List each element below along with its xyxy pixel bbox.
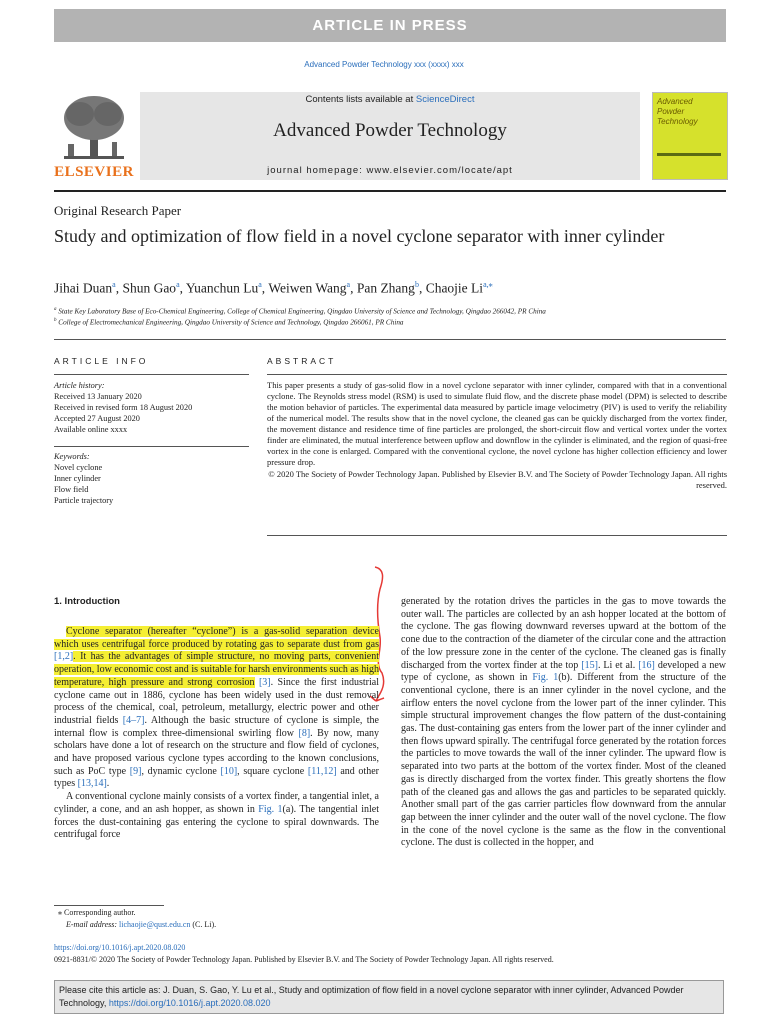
- body-text: . Since the first industrial cyclone came out in 1886, cyclone has been widely used in the dust removal process of the chemical, coal, petroleum, metallurgy, electric power and other industrial fields: [54, 676, 379, 726]
- author[interactable]: Pan Zhang: [356, 280, 415, 296]
- article-info-rule: [54, 374, 249, 375]
- affil-sup: a: [54, 307, 57, 312]
- paper-title: Study and optimization of flow field in a novel cyclone separator with inner cylinder: [54, 226, 665, 246]
- intro-paragraph-1: Cyclone separator (hereafter “cyclone”) is a gas-solid separation device which uses centrifugal force produced by rotating gas to separate dust from gas [1,2]. It has the advantages of simple structure, no moving parts, convenient operation, low economic cost and is suitable for harsh environments such as high temperature, high pressure and strong corrosion [3]. Since the first industrial cyclone came out in 1886, cyclone has been widely used in the dust removal process of the chemical, coal, petroleum, metallurgy, electric power and other industrial fields [4–7]. Although the basic structure of cyclone is simple, the internal flow is complex three-dimensional swirling flow [8]. By now, many scholars have done a lot of research on the structure and flow field of cyclones, and have proposed various cyclone types according to the known conclusions, such as PoC type [9], dynamic cyclone [10], square cyclone [11,12] and other types [13,14].: [54, 626, 380, 790]
- journal-homepage[interactable]: journal homepage: www.elsevier.com/locate/apt: [267, 165, 513, 176]
- history-item: Received in revised form 18 August 2020: [54, 403, 193, 412]
- doi-link[interactable]: https://doi.org/10.1016/j.apt.2020.08.020: [54, 943, 186, 952]
- abstract-copyright: © 2020 The Society of Powder Technology Japan. Published by Elsevier B.V. and The Society of Powder Technology Japan. All rights reserved.: [268, 469, 727, 490]
- author[interactable]: Weiwen Wang: [268, 280, 347, 296]
- author-sup[interactable]: a: [346, 280, 351, 289]
- body-text: generated by the rotation drives the particles in the gas to move towards the outer wall. The particles are collected by an ash hopper located at the bottom of the cyclone. The gas flowing downward reverses upward at the bottom of the cone due to the contraction of the diameter of the circular cone and the attraction of the low pressure zone in the center of the cyclone. The cleaned gas is finally discharged from the vortex finder at the top: [401, 596, 726, 671]
- masthead-center: [140, 92, 640, 180]
- reference-link[interactable]: [3]: [258, 676, 271, 688]
- corresponding-author-note: ⁎ Corresponding author.: [58, 908, 136, 917]
- author-sup[interactable]: a: [176, 280, 180, 289]
- author-sup[interactable]: b: [414, 280, 419, 289]
- affil-text: State Key Laboratory Base of Eco-Chemical Engineering, College of Chemical Engineering, Qingdao University of Science and Technology, Qingdao 266042, PR China: [58, 307, 546, 316]
- rule-mid: [54, 339, 726, 340]
- citation-text: Please cite this article as: J. Duan, S. Gao, Y. Lu et al., Study and optimization of flow field in a novel cyclone separator with inner cylinder, Advanced Powder Technology,: [59, 985, 684, 1008]
- body-text: . By now, many scholars have done a lot of research on the structure and flow field of cyclones, and have proposed various cyclone types according to the known conclusions, such as PoC type: [54, 727, 380, 777]
- reference-link[interactable]: [10]: [220, 765, 238, 777]
- reference-link[interactable]: [1,2]: [54, 651, 74, 663]
- keyword: Novel cyclone: [54, 463, 103, 472]
- article-in-press-banner: ARTICLE IN PRESS: [54, 9, 726, 42]
- history-label: Article history:: [54, 381, 105, 390]
- rule-top: [54, 190, 726, 192]
- keywords-label: Keywords:: [54, 452, 90, 461]
- abstract-rule: [267, 374, 727, 375]
- journal-title: Advanced Powder Technology: [273, 120, 507, 141]
- email-label: E-mail address:: [66, 920, 120, 929]
- author[interactable]: Chaojie Li: [425, 280, 484, 296]
- author-sup[interactable]: a,⁎: [483, 280, 493, 289]
- issn-copyright: 0921-8831/© 2020 The Society of Powder Technology Japan. Published by Elsevier B.V. and The Society of Powder Technology Japan. All rights reserved.: [54, 955, 554, 964]
- body-text: developed a new type of cyclone, as shown in: [401, 659, 726, 684]
- keyword: Inner cylinder: [54, 474, 101, 483]
- journal-reference-link[interactable]: Advanced Powder Technology xxx (xxxx) xxx: [304, 60, 464, 69]
- section-heading-introduction: 1. Introduction: [54, 596, 120, 607]
- doi-block: [54, 942, 554, 966]
- body-text: and other types: [54, 765, 379, 790]
- history-item: Available online xxxx: [54, 425, 128, 434]
- body-text: . Although the basic structure of cyclone is simple, the internal flow is complex three-dimensional swirling flow: [54, 714, 379, 739]
- affiliation-a: [54, 307, 546, 315]
- affil-sup: b: [54, 318, 57, 323]
- keywords: [54, 451, 249, 506]
- author[interactable]: Shun Gao: [122, 280, 177, 296]
- reference-link[interactable]: [16]: [638, 659, 655, 671]
- author-sup[interactable]: a: [258, 280, 262, 289]
- email-line: [58, 919, 216, 931]
- email-link[interactable]: lichaojie@qust.edu.cn: [119, 920, 191, 929]
- cover-title: Advanced Powder Technology: [657, 97, 698, 126]
- masthead: [54, 92, 726, 180]
- body-text: , square cyclone: [237, 765, 308, 777]
- author-list: Jihai Duan$^a$, Shun Gao$^a$, Yuanchun Lu$^a$, Weiwen Wang$^a$, Pan Zhang$^b$, Chaojie $Li^{a,⁎}$: [54, 280, 493, 296]
- history-item: Accepted 27 August 2020: [54, 414, 140, 423]
- keyword: Flow field: [54, 485, 89, 494]
- author[interactable]: Yuanchun Lu: [185, 280, 259, 296]
- contents-line: [140, 94, 640, 105]
- highlighted-text: Cyclone separator (hereafter “cyclone”) is a gas-solid separation device which uses centrifugal force produced by rotating gas to separate dust from gas: [54, 626, 379, 650]
- reference-link[interactable]: [11,12]: [307, 765, 337, 777]
- reference-link[interactable]: [9]: [129, 765, 142, 777]
- reference-link[interactable]: [15]: [581, 659, 598, 671]
- footnote-rule: [54, 905, 164, 906]
- left-column: [54, 626, 379, 842]
- highlighted-text: It has the advantages of simple structure, no moving parts, convenient operation, low economic cost and is suitable for harsh environments such as high temperature, high pressure and strong corrosion: [54, 651, 379, 688]
- highlight-period: .: [73, 651, 81, 663]
- sciencedirect-link[interactable]: ScienceDirect: [415, 94, 475, 105]
- abstract-heading: ABSTRACT: [267, 356, 337, 366]
- paper-type: Original Research Paper: [54, 203, 182, 218]
- email-suffix: (C. Li).: [190, 920, 217, 929]
- affiliation-b: [54, 318, 404, 326]
- affil-text: College of Electromechanical Engineering, Qingdao University of Science and Technology, Qingdao 266061, PR China: [58, 318, 404, 327]
- keyword: Particle trajectory: [54, 496, 114, 505]
- history-rule: [54, 446, 249, 447]
- publisher-name: ELSEVIER: [54, 164, 134, 180]
- reference-link[interactable]: [8]: [298, 727, 311, 739]
- citation-doi-link[interactable]: https://doi.org/10.1016/j.apt.2020.08.020: [108, 998, 271, 1008]
- citation-box: [54, 980, 724, 1014]
- body-text: . Li et al.: [597, 659, 639, 671]
- reference-link[interactable]: [13,14]: [77, 778, 107, 790]
- elsevier-tree-icon: [54, 92, 134, 166]
- intro-paragraph-continued: [401, 596, 726, 850]
- body-text: (a). The tangential inlet forces the dust-containing gas entering the cyclone to spiral downwards. The centrifugal force: [54, 803, 379, 841]
- body-text: , dynamic cyclone: [141, 765, 221, 777]
- contents-prefix: Contents lists available at: [305, 94, 416, 105]
- author-sup[interactable]: a: [112, 280, 116, 289]
- footnote: [58, 907, 216, 931]
- figure-link[interactable]: Fig. 1: [258, 803, 283, 815]
- body-text: A conventional cyclone mainly consists of a vortex finder, a tangential inlet, a cylinder, a cone, and an ash hopper, as shown in: [54, 791, 379, 815]
- abstract-text: This paper presents a study of gas-solid flow in a novel cyclone separator with inner cylinder, compared with that in a conventional cyclone. The Reynolds stress model (RSM) is used to simulate fluid flow, and the discrete phase model (DPM) is selected to describe the motion behavior of particles. The experimental data measured by particle image velocimetry (PIV) is used to verify the reliability of the numerical model. The results show that in the novel cyclone, the cleaned gas can be quickly discharged from the vortex finder, the movement distance and residence time of fine particles are prolonged, the short-circuit flow and vertical vortex under the vortex finder are eliminated, the mutual interference between upflow and downflow in the cylinder is eliminated, and the region of quasi-free vortex in the cone is enlarged. Compared with the conventional cyclone, the novel cyclone has higher collection efficiency and lower pressure drop.: [267, 380, 727, 467]
- abstract-end-rule: [267, 535, 727, 536]
- figure-link[interactable]: Fig. 1: [532, 672, 559, 684]
- intro-paragraph-2: [54, 791, 379, 842]
- article-history: [54, 380, 249, 435]
- author[interactable]: Jihai Duan: [54, 280, 113, 296]
- history-item: Received 13 January 2020: [54, 392, 142, 401]
- journal-cover-thumbnail[interactable]: [652, 92, 728, 180]
- cover-bar: [657, 153, 721, 156]
- abstract-body: [267, 380, 727, 491]
- article-info-heading: ARTICLE INFO: [54, 356, 149, 366]
- reference-link[interactable]: [4–7]: [122, 714, 145, 726]
- body-text: (b). Different from the structure of the conventional cyclone, there is an inner cylinder in the novel cyclone, and the airflow enters the novel cyclone from the lower part of the inner cylinder. This simple structural improvement changes the flow pattern of the dust-containing gas. The dust-containing gas enters from the lower part of the inner cylinder and then flows upward spirally. The centrifugal force generated by the rotation forces the particles to move towards the wall of the inner cylinder. The upward flow is separated into two parts at the bottom of the vortex finder. Most of the cleaned gas is directly discharged from the vortex finder. This greatly shortens the flow path of the cleaned gas and allows the gas and particles to be separated quickly. Another small part of the gas carrier particles flow downward from the annular gap between the inner cylinder and the outer wall of the novel cyclone. The flow in the cone of the novel cyclone is the same as the flow in the conventional cyclone. The dust is collected in the hopper, and: [401, 672, 727, 849]
- elsevier-logo: [54, 92, 134, 180]
- right-column: [401, 596, 726, 850]
